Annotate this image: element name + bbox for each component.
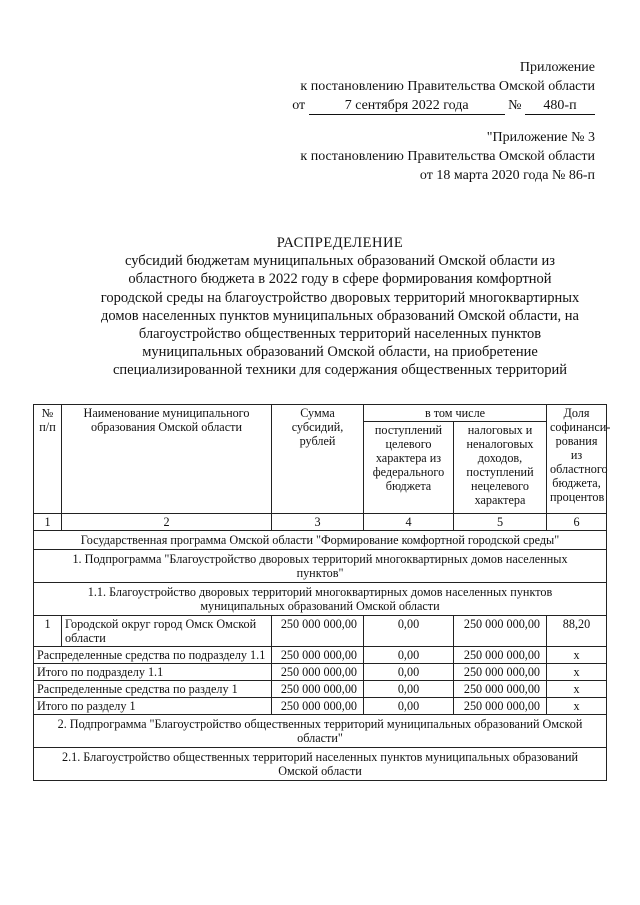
row-tax: 250 000 000,00 bbox=[454, 647, 547, 664]
section11-title: 1.1. Благоустройство дворовых территорий многоквартирных домов населенных пунктов муниципальных образований Омской области bbox=[34, 583, 607, 616]
column-number-row bbox=[34, 514, 607, 531]
title-line: городской среды на благоустройство дворовых территорий многоквартирных bbox=[100, 289, 580, 306]
section-row bbox=[34, 583, 607, 616]
col-header-tax: налоговых и неналоговых доходов, поступлений нецелевого характера bbox=[454, 422, 547, 514]
distribution-table bbox=[33, 404, 611, 781]
appendix3-header bbox=[300, 128, 595, 185]
col-header-including: в том числе bbox=[364, 405, 547, 422]
table-row bbox=[34, 647, 607, 664]
col-number: 2 bbox=[62, 514, 272, 531]
table-row bbox=[34, 616, 607, 647]
resolution-date: 7 сентября 2022 года bbox=[309, 98, 505, 115]
row-federal: 0,00 bbox=[364, 664, 454, 681]
row-tax: 250 000 000,00 bbox=[454, 616, 547, 647]
row-share: 88,20 bbox=[547, 616, 607, 647]
document-title bbox=[70, 234, 610, 380]
subprogram2-title: 2. Подпрограмма "Благоустройство общественных территорий муниципальных образований Омской области" bbox=[34, 715, 607, 748]
number-label: № bbox=[508, 98, 522, 113]
row-federal: 0,00 bbox=[364, 698, 454, 715]
title-line: благоустройство общественных территорий населенных пунктов bbox=[138, 326, 542, 343]
state-program-title: Государственная программа Омской области "Формирование комфортной городской среды" bbox=[34, 531, 607, 550]
row-sum: 250 000 000,00 bbox=[272, 616, 364, 647]
row-name: Распределенные средства по подразделу 1.1 bbox=[34, 647, 272, 664]
appendix3-label: "Приложение № 3 bbox=[486, 130, 595, 145]
title-heading: РАСПРЕДЕЛЕНИЕ bbox=[276, 235, 404, 251]
row-tax: 250 000 000,00 bbox=[454, 664, 547, 681]
section-row bbox=[34, 715, 607, 748]
resolution-reference: к постановлению Правительства Омской области bbox=[300, 79, 595, 94]
row-share: х bbox=[547, 698, 607, 715]
row-tax: 250 000 000,00 bbox=[454, 698, 547, 715]
row-name: Итого по подразделу 1.1 bbox=[34, 664, 272, 681]
resolution2-date: от 18 марта 2020 года № 86-п bbox=[419, 168, 595, 183]
col-number: 4 bbox=[364, 514, 454, 531]
row-share: х bbox=[547, 681, 607, 698]
row-share: х bbox=[547, 664, 607, 681]
from-label: от bbox=[292, 98, 306, 113]
row-federal: 0,00 bbox=[364, 616, 454, 647]
title-line: муниципальных образований Омской области, на приобретение bbox=[142, 344, 538, 361]
col-header-num: № п/п bbox=[34, 405, 62, 514]
appendix-label: Приложение bbox=[519, 60, 595, 75]
row-sum: 250 000 000,00 bbox=[272, 698, 364, 715]
col-header-sum: Сумма субсидий, рублей bbox=[272, 405, 364, 514]
title-line: областного бюджета в 2022 году в сфере формирования комфортной bbox=[128, 271, 552, 288]
row-share: х bbox=[547, 647, 607, 664]
col-header-federal: поступлений целевого характера из федерального бюджета bbox=[364, 422, 454, 514]
appendix-header bbox=[292, 58, 595, 115]
section-row bbox=[34, 748, 607, 781]
row-sum: 250 000 000,00 bbox=[272, 681, 364, 698]
col-header-name: Наименование муниципального образования Омской области bbox=[62, 405, 272, 514]
row-sum: 250 000 000,00 bbox=[272, 664, 364, 681]
table-row bbox=[34, 698, 607, 715]
col-header-share: Доля софинанси-рования из областного бюджета, процентов bbox=[547, 405, 607, 514]
col-number: 6 bbox=[547, 514, 607, 531]
section-row bbox=[34, 531, 607, 550]
row-tax: 250 000 000,00 bbox=[454, 681, 547, 698]
section21-title: 2.1. Благоустройство общественных территорий населенных пунктов муниципальных образований Омской области bbox=[34, 748, 607, 781]
resolution-date-line bbox=[292, 96, 595, 115]
title-line: специализированной техники для содержания общественных территорий bbox=[112, 362, 568, 379]
row-federal: 0,00 bbox=[364, 647, 454, 664]
row-name: Городской округ город Омск Омской области bbox=[62, 616, 272, 647]
table-row bbox=[34, 664, 607, 681]
col-number: 1 bbox=[34, 514, 62, 531]
row-name: Распределенные средства по разделу 1 bbox=[34, 681, 272, 698]
row-federal: 0,00 bbox=[364, 681, 454, 698]
title-line: субсидий бюджетам муниципальных образований Омской области из bbox=[124, 253, 556, 270]
table-row bbox=[34, 681, 607, 698]
row-name: Итого по разделу 1 bbox=[34, 698, 272, 715]
section-row bbox=[34, 550, 607, 583]
col-number: 5 bbox=[454, 514, 547, 531]
row-num: 1 bbox=[34, 616, 62, 647]
col-number: 3 bbox=[272, 514, 364, 531]
subprogram1-title: 1. Подпрограмма "Благоустройство дворовых территорий многоквартирных домов населенных пунктов" bbox=[34, 550, 607, 583]
header-row bbox=[34, 405, 607, 422]
row-sum: 250 000 000,00 bbox=[272, 647, 364, 664]
title-line: домов населенных пунктов муниципальных образований Омской области, на bbox=[101, 307, 579, 324]
resolution-number: 480-п bbox=[525, 98, 595, 115]
resolution2-reference: к постановлению Правительства Омской области bbox=[300, 149, 595, 164]
